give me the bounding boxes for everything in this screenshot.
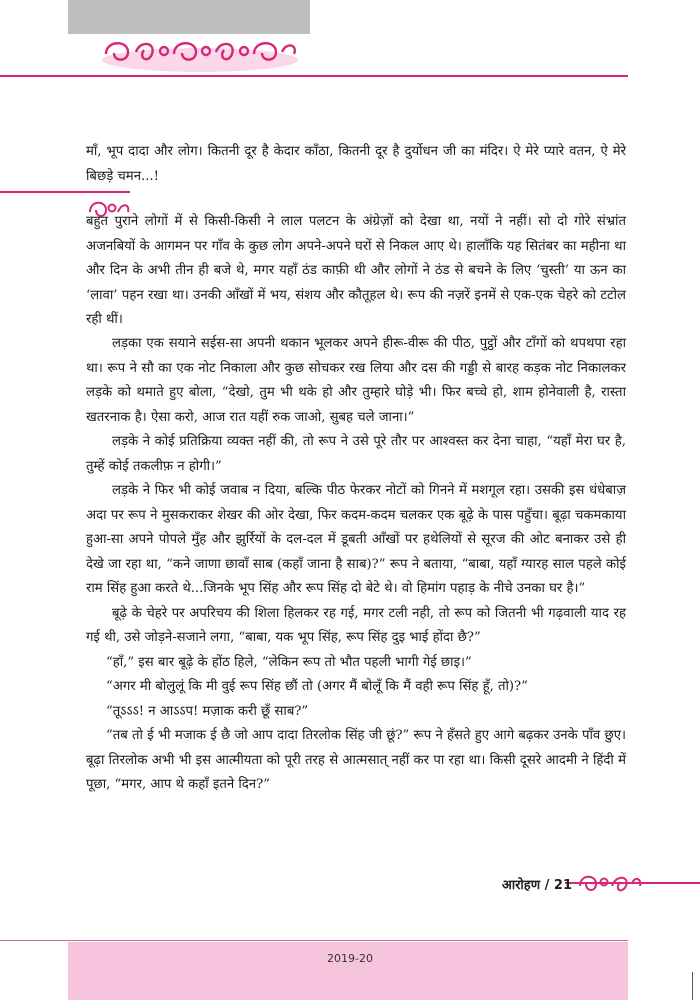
paragraph-2 xyxy=(86,210,626,333)
header-rule xyxy=(0,75,628,77)
para-text: “तब तो ई भी मजाक ई छै जो आप दादा तिरलोक सिंह जी छूं?” रूप ने हँसते हुए आगे बढ़कर उनके पाँव छुए। बूढ़ा तिरलोक अभी भी इस आत्मीयता को पूरी तरह से आत्मसात् नहीं कर पा रहा था। किसी दूसरे आदमी ने हिंदी में पूछा, “मगर, आप थे कहाँ इतने दिन?” xyxy=(86,728,626,792)
footer-band xyxy=(68,942,628,1000)
header-ornament-icon xyxy=(100,32,300,76)
page-number: आरोहण / 21 xyxy=(501,878,572,893)
paragraphs-main xyxy=(86,332,626,798)
para-text: माँ, भूप दादा और लोग। कितनी दूर है केदार काँठा, कितनी दूर है दुर्योधन जी का मंदिर। ऐ मेरे प्यारे वतन, ऐ मेरे बिछड़े चमन...! xyxy=(86,144,626,184)
para-text: “तूऽऽऽ! न आऽऽप! मज़ाक करी छूँ साब?” xyxy=(106,703,309,719)
paragraph-1 xyxy=(86,140,626,189)
para-text: लड़के ने कोई प्रतिक्रिया व्यक्त नहीं की, तो रूप ने उसे पूरे तौर पर आश्वस्त कर देना चाहा, “यहाँ मेरा घर है, तुम्हें कोई तकलीफ़ न होगी।” xyxy=(86,434,626,474)
para-text: लड़के ने फिर भी कोई जवाब न दिया, बल्कि पीठ फेरकर नोटों को गिनने में मशगूल रहा। उसकी इस धंधेबाज़ अदा पर रूप ने मुसकराकर शेखर की ओर देखा, फिर कदम-कदम चलकर एक बूढ़े के पास पहुँचा। बूढ़ा चकमकाया हुआ-सा अपने पोपले मुँह और झुर्रियों के दल-दल में डूबती आँखों पर हथेलियों से सूरज की ओट बनाकर उसे ही देखे जा रहा था, “कने जाणा छावाँ साब (कहाँ जाना है साब)?” रूप ने बताया, “बाबा, यहाँ ग्यारह साल पहले कोई राम सिंह हुआ करते थे...जिनके भूप सिंह और रूप सिंह दो बेटे थे। वो हिमांग पहाड़ के नीचे उनका घर है।” xyxy=(86,483,626,596)
header-tab xyxy=(68,0,310,34)
para-text: बूढ़े के चेहरे पर अपरिचय की शिला हिलकर रह गई, मगर टली नही, तो रूप को जितनी भी गढ़वाली याद रह गई थी, उसे जोड़ने-सजाने लगा, “बाबा, यक भूप सिंह, रूप सिंह दुइ भाई होंदा छै?” xyxy=(86,605,626,645)
para-text: लड़का एक सयाने सईस-सा अपनी थकान भूलकर अपने हीरू-वीरू की पीठ, पुट्ठों और टाँगों को थपथपा रहा था। रूप ने सौ का एक नोट निकाला और कुछ सोचकर रख लिया और दस की गड्डी से बारह कड़क नोट निकालकर लड़के को थमाते हुए बोला, “देखो, तुम भी थके हो और तुम्हारे घोड़े भी। फिर बच्चे हो, शाम होनेवाली है, रास्ता खतरनाक है। ऐसा करो, आज रात यहीं रुक जाओ, सुबह चले जाना।” xyxy=(86,336,626,425)
footer-year: 2019-20 xyxy=(327,952,373,965)
crop-mark xyxy=(692,972,693,1000)
para-text: बहुत पुराने लोगों में से किसी-किसी ने लाल पलटन के अंग्रेज़ों को देखा था, नयों ने नहीं। सो दो गोरे संभ्रांत अजनबियों के आगमन पर गाँव के कुछ लोग अपने-अपने घरों से निकल आए थे। हालाँकि यह सितंबर का महीना था और दिन के अभी तीन ही बजे थे, मगर यहाँ ठंड काफ़ी थी और लोगों ने ठंड से बचने के लिए ‘चुस्ती’ या ऊन का ‘लावा’ पहन रखा था। उनकी आँखों में भय, संशय और कौतूहल थे। रूप की नज़रें इनमें से एक-एक चेहरे को टटोल रही थीं। xyxy=(86,214,626,327)
bottom-rule xyxy=(0,940,628,941)
para-text: “हाँ,” इस बार बूढ़े के होंठ हिले, “लेकिन रूप तो भौत पहली भागी गेई छाइ।” xyxy=(106,654,472,670)
footer-ornament-icon xyxy=(574,866,644,896)
para-text: “अगर मी बोलुलूं कि मी वुई रूप सिंह छौं तो (अगर मैं बोलूँ कि मैं वही रूप सिंह हूँ, तो)?” xyxy=(106,679,528,694)
